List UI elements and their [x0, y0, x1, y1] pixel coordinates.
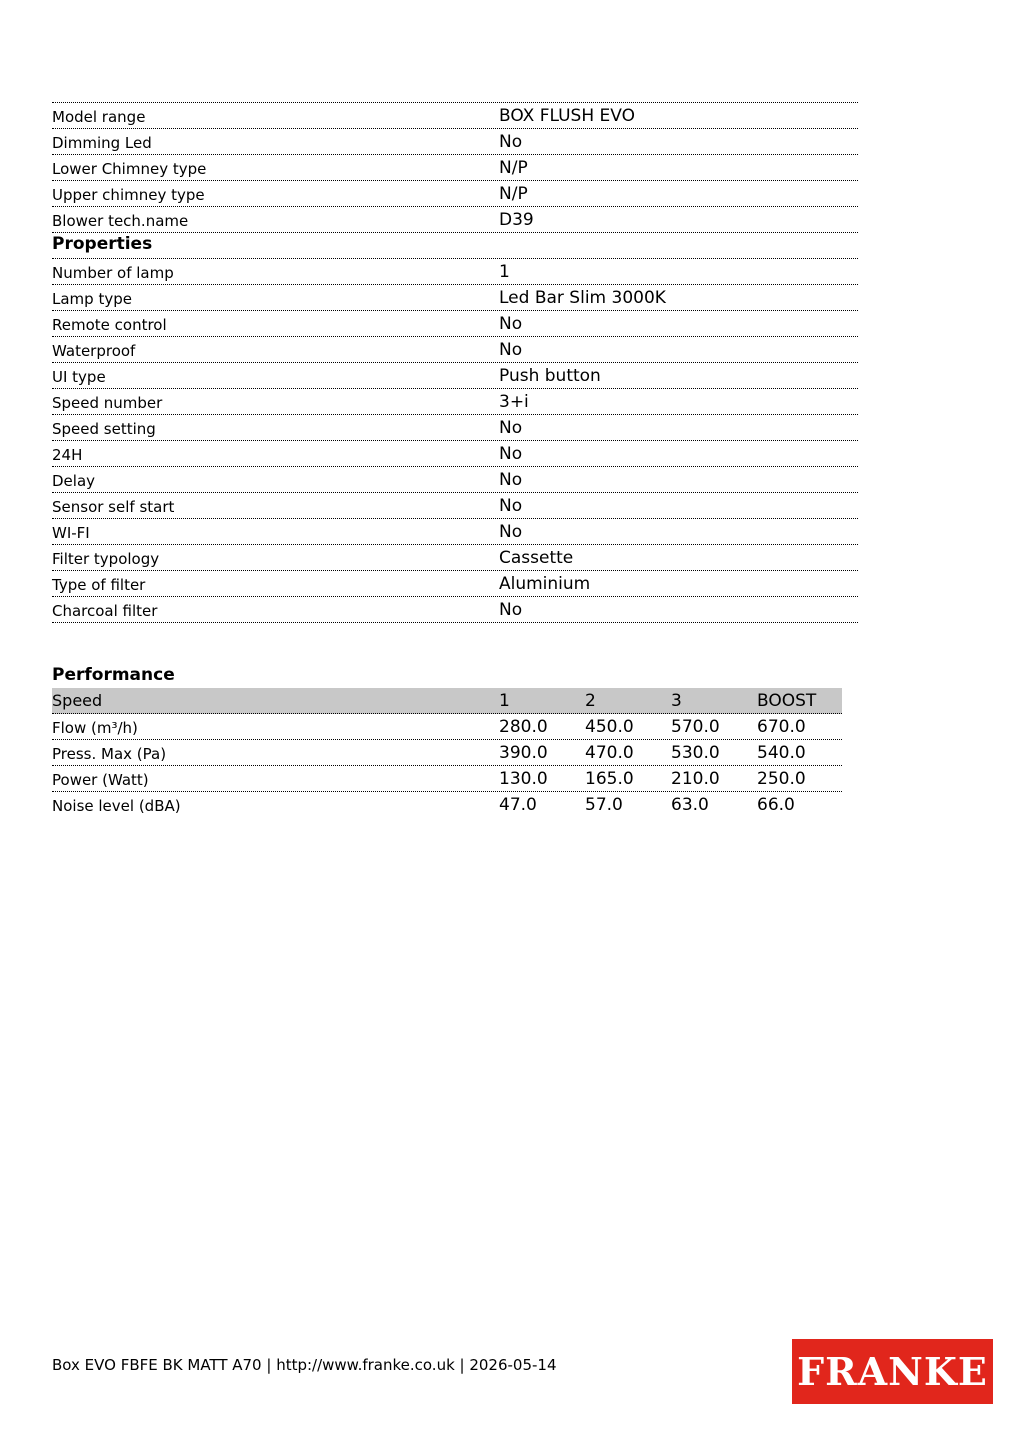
property-value: Led Bar Slim 3000K — [499, 288, 666, 308]
performance-cell: 47.0 — [499, 795, 537, 815]
property-label: Sensor self start — [52, 498, 175, 516]
property-row — [52, 571, 858, 597]
property-value: No — [499, 600, 523, 620]
property-value: 3+i — [499, 392, 529, 412]
performance-cell: 130.0 — [499, 769, 548, 789]
performance-row — [52, 766, 842, 792]
property-label: Speed number — [52, 394, 163, 412]
property-value: No — [499, 496, 523, 516]
property-label: Filter typology — [52, 550, 160, 568]
property-value: No — [499, 470, 523, 490]
performance-cell: 57.0 — [585, 795, 623, 815]
performance-header-label: Speed — [52, 691, 103, 710]
property-value: No — [499, 314, 523, 334]
property-row — [52, 311, 858, 337]
performance-cell: 63.0 — [671, 795, 709, 815]
spec-value: BOX FLUSH EVO — [499, 106, 635, 126]
spec-label: Upper chimney type — [52, 186, 205, 204]
property-value: No — [499, 444, 523, 464]
spec-row — [52, 207, 858, 233]
performance-table — [52, 688, 842, 817]
property-label: Delay — [52, 472, 96, 490]
performance-cell: 530.0 — [671, 743, 720, 763]
spec-table — [52, 102, 858, 623]
property-row — [52, 467, 858, 493]
performance-cell: 470.0 — [585, 743, 634, 763]
performance-row — [52, 740, 842, 766]
property-row — [52, 337, 858, 363]
property-label: Speed setting — [52, 420, 156, 438]
performance-header-cell: BOOST — [757, 691, 817, 711]
spec-value: D39 — [499, 210, 534, 230]
spec-value: N/P — [499, 158, 528, 178]
property-value: Aluminium — [499, 574, 591, 594]
performance-cell: 450.0 — [585, 717, 634, 737]
spec-row — [52, 129, 858, 155]
performance-row-label: Power (Watt) — [52, 771, 149, 789]
performance-cell: 250.0 — [757, 769, 806, 789]
property-row — [52, 597, 858, 623]
property-row — [52, 441, 858, 467]
spec-row — [52, 181, 858, 207]
spec-value: No — [499, 132, 523, 152]
performance-row — [52, 714, 842, 740]
spec-label: Dimming Led — [52, 134, 152, 152]
spec-label: Blower tech.name — [52, 212, 189, 230]
property-row — [52, 493, 858, 519]
performance-row-label: Flow (m³/h) — [52, 719, 138, 737]
performance-header-cell: 1 — [499, 691, 510, 711]
property-label: Type of filter — [52, 576, 146, 594]
property-label: Lamp type — [52, 290, 132, 308]
property-value: Push button — [499, 366, 601, 386]
performance-cell: 66.0 — [757, 795, 795, 815]
performance-header-cell: 2 — [585, 691, 596, 711]
property-row — [52, 285, 858, 311]
performance-cell: 280.0 — [499, 717, 548, 737]
spec-row — [52, 155, 858, 181]
property-value: No — [499, 418, 523, 438]
property-row — [52, 389, 858, 415]
performance-cell: 165.0 — [585, 769, 634, 789]
performance-header-row — [52, 688, 842, 714]
property-value: No — [499, 522, 523, 542]
franke-logo: FRANKE — [792, 1339, 993, 1404]
property-value: No — [499, 340, 523, 360]
performance-row — [52, 792, 842, 817]
property-label: 24H — [52, 446, 83, 464]
property-row — [52, 519, 858, 545]
performance-cell: 210.0 — [671, 769, 720, 789]
property-row — [52, 415, 858, 441]
property-row — [52, 363, 858, 389]
property-label: Remote control — [52, 316, 167, 334]
spec-row — [52, 103, 858, 129]
properties-section-header — [52, 233, 858, 259]
property-value: 1 — [499, 262, 510, 282]
properties-title: Properties — [52, 234, 153, 254]
property-row — [52, 545, 858, 571]
property-label: Waterproof — [52, 342, 136, 360]
performance-cell: 540.0 — [757, 743, 806, 763]
performance-cell: 670.0 — [757, 717, 806, 737]
performance-header-cell: 3 — [671, 691, 682, 711]
spec-value: N/P — [499, 184, 528, 204]
spec-label: Lower Chimney type — [52, 160, 207, 178]
performance-row-label: Noise level (dBA) — [52, 797, 181, 815]
performance-cell: 570.0 — [671, 717, 720, 737]
property-label: UI type — [52, 368, 106, 386]
property-value: Cassette — [499, 548, 574, 568]
property-label: Number of lamp — [52, 264, 174, 282]
footer-text: Box EVO FBFE BK MATT A70 | http://www.franke.co.uk | 2026-05-14 — [52, 1356, 557, 1374]
performance-cell: 390.0 — [499, 743, 548, 763]
spec-label: Model range — [52, 108, 146, 126]
property-label: Charcoal filter — [52, 602, 158, 620]
performance-title: Performance — [52, 665, 175, 685]
property-row — [52, 259, 858, 285]
performance-row-label: Press. Max (Pa) — [52, 745, 167, 763]
property-label: WI-FI — [52, 524, 90, 542]
